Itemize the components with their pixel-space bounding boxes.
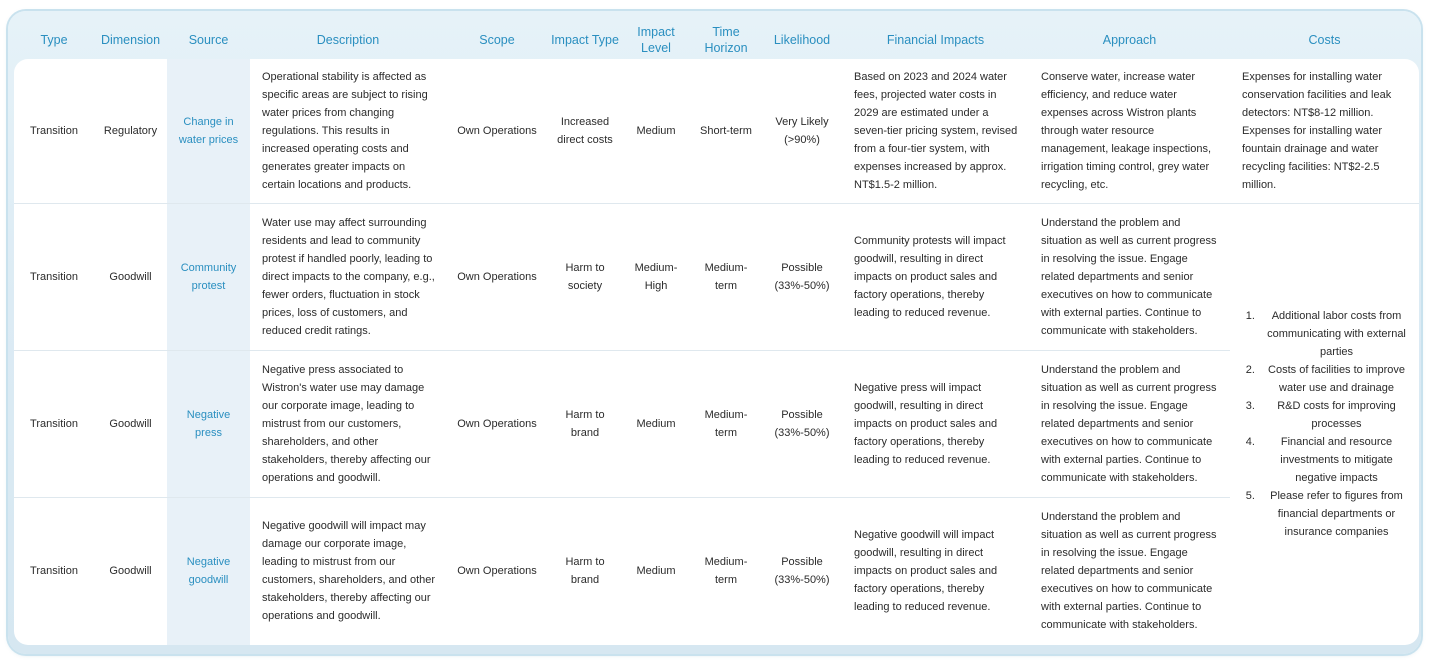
cell-dimension: Goodwill [94,497,167,645]
cell-shared-costs [1230,203,1419,645]
cell-approach: Understand the problem and situation as well as current progress in resolving the issue. Engage related departments and senior executives on how to communicate with external parties. Continue to communicate with stakeholders. [1029,203,1230,350]
cell-impact-level: Medium [622,497,690,645]
cell-source: Community protest [167,203,250,350]
cell-type: Transition [14,497,94,645]
table-header [14,21,1419,59]
table-row [14,59,1419,203]
cell-costs: Expenses for installing water conservation facilities and leak detectors: NT$8-12 million. Expenses for installing water fountain drainage and water recycling facilities: NT$2-2.5 million. [1230,59,1419,203]
cell-impact-level: Medium [622,59,690,203]
header-impact-level: Impact Level [637,25,675,55]
cell-impact-type: Harm to society [548,203,622,350]
header-financial-impacts: Financial Impacts [886,33,985,47]
table-row [14,497,1419,645]
cell-type: Transition [14,350,94,497]
header-dimension: Dimension [100,33,161,47]
cell-impact-type: Increased direct costs [548,59,622,203]
cell-dimension: Regulatory [94,59,167,203]
cell-time-horizon: Medium-term [690,497,762,645]
header-likelihood: Likelihood [773,33,831,47]
cell-source: Negative press [167,350,250,497]
cell-dimension: Goodwill [94,350,167,497]
header-approach: Approach [1102,33,1157,47]
cell-description: Operational stability is affected as specific areas are subject to rising water prices from changing regulations. This results in increased operating costs and generates greater impacts on certain locations and products. [250,59,446,203]
cell-impact-level: Medium-High [622,203,690,350]
cell-financial-impacts: Negative press will impact goodwill, resulting in direct impacts on product sales and factory operations, thereby leading to reduced revenue. [842,350,1029,497]
cell-likelihood: Possible (33%-50%) [762,350,842,497]
list-item: 1. Additional labor costs from communicating with external parties [1258,307,1413,361]
header-description: Description [316,33,380,47]
cell-time-horizon: Medium-term [690,203,762,350]
table-row [14,350,1419,497]
header-source: Source [188,33,229,47]
risk-table-panel [8,11,1421,654]
list-item: 5. Please refer to figures from financial departments or insurance companies [1258,487,1413,541]
cell-type: Transition [14,59,94,203]
cell-impact-type: Harm to brand [548,497,622,645]
water-risk-table [14,21,1419,645]
cell-likelihood: Very Likely (>90%) [762,59,842,203]
cell-time-horizon: Short-term [690,59,762,203]
header-impact-type: Impact Type [551,33,619,47]
cell-likelihood: Possible (33%-50%) [762,497,842,645]
cell-approach: Conserve water, increase water efficiency, and reduce water expenses across Wistron plants through water resource management, leakage inspections, irrigation timing control, grey water recycling, etc. [1029,59,1230,203]
list-item: 3. R&D costs for improving processes [1258,397,1413,433]
cell-financial-impacts: Based on 2023 and 2024 water fees, projected water costs in 2029 are estimated under a seven-tier pricing system, revised from a four-tier system, with expenses increased by approx. NT$1.5-2 million. [842,59,1029,203]
cell-description: Negative press associated to Wistron's water use may damage our corporate image, leading to mistrust from our customers, shareholders, and other stakeholders, thereby affecting our operations and goodwill. [250,350,446,497]
header-costs: Costs [1308,33,1341,47]
cell-scope: Own Operations [446,350,548,497]
table-row [14,203,1419,350]
list-item: 2. Costs of facilities to improve water use and drainage [1258,361,1413,397]
cell-source: Negative goodwill [167,497,250,645]
shared-costs-list [1242,307,1413,541]
header-time-horizon: Time Horizon [704,25,748,55]
list-item: 4. Financial and resource investments to mitigate negative impacts [1258,433,1413,487]
cell-approach: Understand the problem and situation as well as current progress in resolving the issue. Engage related departments and senior executives on how to communicate with external parties. Continue to communicate with stakeholders. [1029,350,1230,497]
cell-type: Transition [14,203,94,350]
cell-description: Water use may affect surrounding residents and lead to community protest if handled poorly, leading to direct impacts to the company, e.g., fewer orders, fluctuation in stock prices, loss of customers, and reduced credit ratings. [250,203,446,350]
cell-time-horizon: Medium-term [690,350,762,497]
cell-scope: Own Operations [446,59,548,203]
cell-likelihood: Possible (33%-50%) [762,203,842,350]
cell-scope: Own Operations [446,203,548,350]
cell-financial-impacts: Community protests will impact goodwill, resulting in direct impacts on product sales and factory operations, thereby leading to reduced revenue. [842,203,1029,350]
cell-source: Change in water prices [167,59,250,203]
header-scope: Scope [479,33,515,47]
cell-description: Negative goodwill will impact may damage our corporate image, leading to mistrust from our customers, shareholders, and other stakeholders, thereby affecting our operations and goodwill. [250,497,446,645]
cell-dimension: Goodwill [94,203,167,350]
cell-financial-impacts: Negative goodwill will impact goodwill, resulting in direct impacts on product sales and factory operations, thereby leading to reduced revenue. [842,497,1029,645]
cell-scope: Own Operations [446,497,548,645]
cell-impact-type: Harm to brand [548,350,622,497]
cell-approach: Understand the problem and situation as well as current progress in resolving the issue. Engage related departments and senior executives on how to communicate with external parties. Continue to communicate with stakeholders. [1029,497,1230,645]
cell-impact-level: Medium [622,350,690,497]
header-type: Type [40,33,68,47]
